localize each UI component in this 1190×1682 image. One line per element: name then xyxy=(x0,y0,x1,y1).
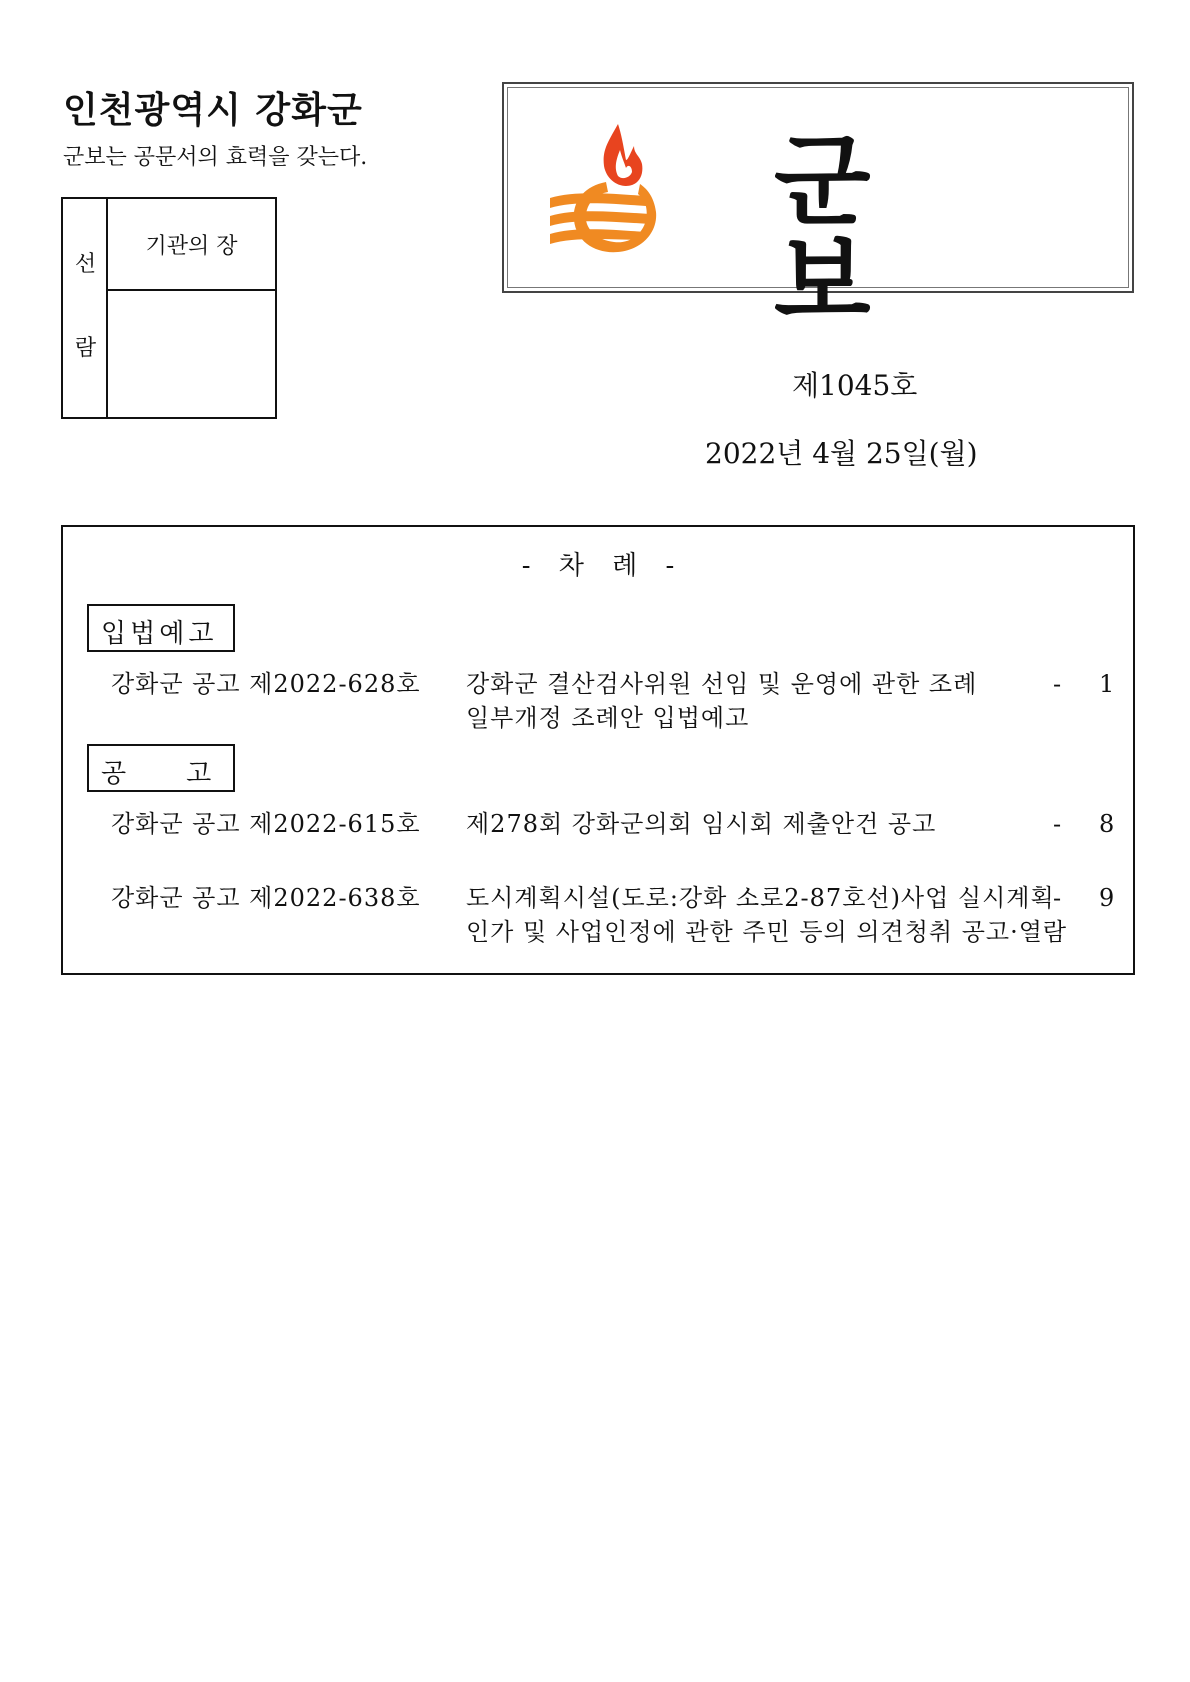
section-label-left: 공 xyxy=(101,759,127,789)
notice-subject-line: 도시계획시설(도로:강화 소로2-87호선)사업 실시계획 xyxy=(466,884,1055,912)
section-legislative-notice: 입법예고 xyxy=(87,604,235,652)
approval-head-label: 기관의 장 xyxy=(108,199,275,291)
section-public-notice xyxy=(87,744,235,792)
section-label-right: 고 xyxy=(186,759,212,789)
page-number: 1 xyxy=(1099,670,1115,698)
bulletin-title: 군보 xyxy=(774,123,971,340)
notice-subject xyxy=(466,881,1068,949)
issue-number: 제1045호 xyxy=(792,369,918,402)
approval-side-label-top: 선 xyxy=(74,252,97,277)
bulletin-subtitle: 군보는 공문서의 효력을 갖는다. xyxy=(63,145,368,170)
page-leader: - xyxy=(1053,670,1062,698)
notice-subject-line: 제278회 강화군의회 임시회 제출안건 공고 xyxy=(466,810,937,838)
approval-side-column xyxy=(63,199,108,417)
page-number: 8 xyxy=(1099,810,1115,838)
notice-number: 강화군 공고 제2022-615호 xyxy=(111,810,421,838)
approval-side-label-bottom: 람 xyxy=(74,336,97,361)
toc-title: - 차 례 - xyxy=(521,551,675,581)
notice-number: 강화군 공고 제2022-628호 xyxy=(111,670,421,698)
notice-subject-line: 강화군 결산검사위원 선임 및 운영에 관한 조례 xyxy=(466,670,978,698)
page-leader: - xyxy=(1053,810,1062,838)
approval-box xyxy=(61,197,277,419)
ganghwa-county-emblem-icon xyxy=(546,120,682,258)
page-leader: - xyxy=(1053,884,1062,912)
issuer-name: 인천광역시 강화군 xyxy=(63,90,363,131)
page-number: 9 xyxy=(1099,884,1115,912)
issue-date: 2022년 4월 25일(월) xyxy=(705,437,978,470)
notice-number: 강화군 공고 제2022-638호 xyxy=(111,884,421,912)
notice-subject xyxy=(466,807,1046,841)
approval-signature-area xyxy=(108,291,275,417)
table-of-contents xyxy=(61,525,1135,975)
title-box xyxy=(502,82,1134,340)
notice-subject-line: 인가 및 사업인정에 관한 주민 등의 의견청취 공고·열람 xyxy=(466,918,1068,946)
notice-subject xyxy=(466,667,1046,735)
notice-subject-line: 일부개정 조례안 입법예고 xyxy=(466,704,750,732)
